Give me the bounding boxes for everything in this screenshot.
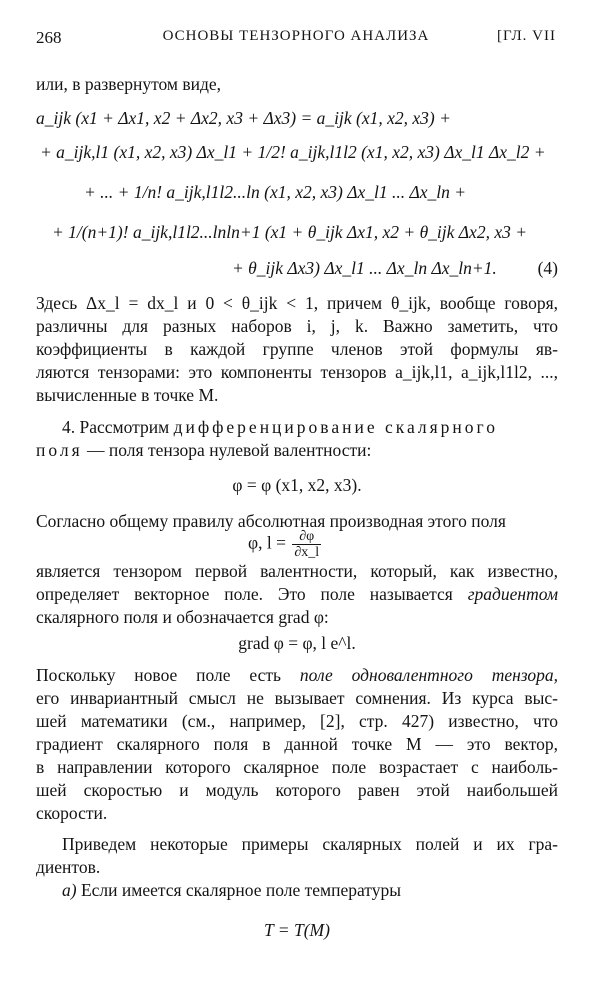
paragraph-line: Здесь Δx_l = dx_l и 0 < θ_ijk < 1, причем θ_ijk, вообще говоря,	[36, 293, 558, 313]
derivative-fraction	[292, 529, 321, 560]
paragraph-line: вычисленные в точке M.	[36, 385, 219, 405]
italic-term: поле одновалентного тензора,	[299, 665, 558, 685]
formula-line-1: a_ijk (x1 + Δx1, x2 + Δx2, x3 + Δx3) = a_ijk (x1, x2, x3) +	[36, 108, 451, 128]
gradient-equation: grad φ = φ, l e^l.	[238, 633, 356, 653]
fraction-numerator: ∂φ	[292, 529, 321, 545]
spaced-emphasis: дифференцирование скалярного	[173, 417, 499, 437]
paragraph-line: скорости.	[36, 803, 108, 823]
formula-line-3: + ... + 1/n! a_ijk,l1l2...ln (x1, x2, x3) Δx_l1 ... Δx_ln +	[84, 182, 467, 202]
derivative-equation	[248, 529, 323, 560]
text-run: Поскольку новое поле есть	[36, 665, 300, 685]
running-title: ОСНОВЫ ТЕНЗОРНОГО АНАЛИЗА	[162, 28, 430, 44]
paragraph-line: различны для разных наборов i, j, k. Важно заметить, что	[36, 316, 558, 336]
paragraph-line: в направлении которого скалярное поле возрастает с наиболь-	[36, 757, 558, 777]
section-line	[36, 439, 558, 462]
paragraph-line: скалярного поля и обозначается grad φ:	[36, 607, 329, 627]
paragraph-line: его инвариантный смысл не вызывает сомнения. Из курса выс-	[36, 688, 558, 708]
paragraph-line: градиент скалярного поля в данной точке M — это вектор,	[36, 734, 558, 754]
section-tail: — поля тензора нулевой валентности:	[82, 440, 372, 460]
paragraph-line: диентов.	[36, 857, 101, 877]
text-run: определяет векторное поле. Это поле называется	[36, 584, 468, 604]
section-line	[36, 416, 558, 439]
paragraph-line: является тензором первой валентности, который, как известно,	[36, 561, 558, 581]
paragraph-line	[36, 583, 558, 606]
paragraph-line: Приведем некоторые примеры скалярных полей и их гра-	[62, 834, 558, 854]
paragraph-line	[36, 664, 558, 687]
paragraph-line: коэффициенты в каждой группе членов этой формулы яв-	[36, 339, 558, 359]
example-line	[36, 879, 558, 902]
paragraph-line: ляются тензорами: это компоненты тензоров a_ijk,l1, a_ijk,l1l2, ...,	[36, 362, 558, 382]
chapter-marker: [ГЛ. VII	[496, 28, 556, 44]
fraction-denominator: ∂x_l	[294, 545, 320, 560]
paragraph-line: Согласно общему правилу абсолютная производная этого поля	[36, 511, 506, 531]
example-label: а)	[62, 880, 77, 900]
italic-term: градиентом	[467, 584, 558, 604]
intro-line: или, в развернутом виде,	[36, 74, 222, 94]
formula-line-2: + a_ijk,l1 (x1, x2, x3) Δx_l1 + 1/2! a_ijk,l1l2 (x1, x2, x3) Δx_l1 Δx_l2 +	[40, 142, 546, 162]
temperature-equation: T = T(M)	[264, 920, 330, 940]
page-number: 268	[36, 28, 62, 47]
formula-line-4: + 1/(n+1)! a_ijk,l1l2...lnln+1 (x1 + θ_ijk Δx1, x2 + θ_ijk Δx2, x3 +	[52, 222, 528, 242]
text-run: Если имеется скалярное поле температуры	[76, 880, 401, 900]
spaced-emphasis: поля	[36, 440, 83, 460]
scalar-field-equation: φ = φ (x1, x2, x3).	[232, 475, 362, 495]
derivative-lhs: φ, l =	[248, 532, 286, 553]
paragraph-line: шей математики (см., например, [2], стр. 427) известно, что	[36, 711, 558, 731]
formula-line-5: + θ_ijk Δx3) Δx_l1 ... Δx_ln Δx_ln+1.	[232, 258, 497, 278]
equation-number: (4)	[537, 258, 558, 278]
paragraph-line: шей скоростью и модуль которого равен этой наибольшей	[36, 780, 558, 800]
section-lead: 4. Рассмотрим	[62, 417, 174, 437]
